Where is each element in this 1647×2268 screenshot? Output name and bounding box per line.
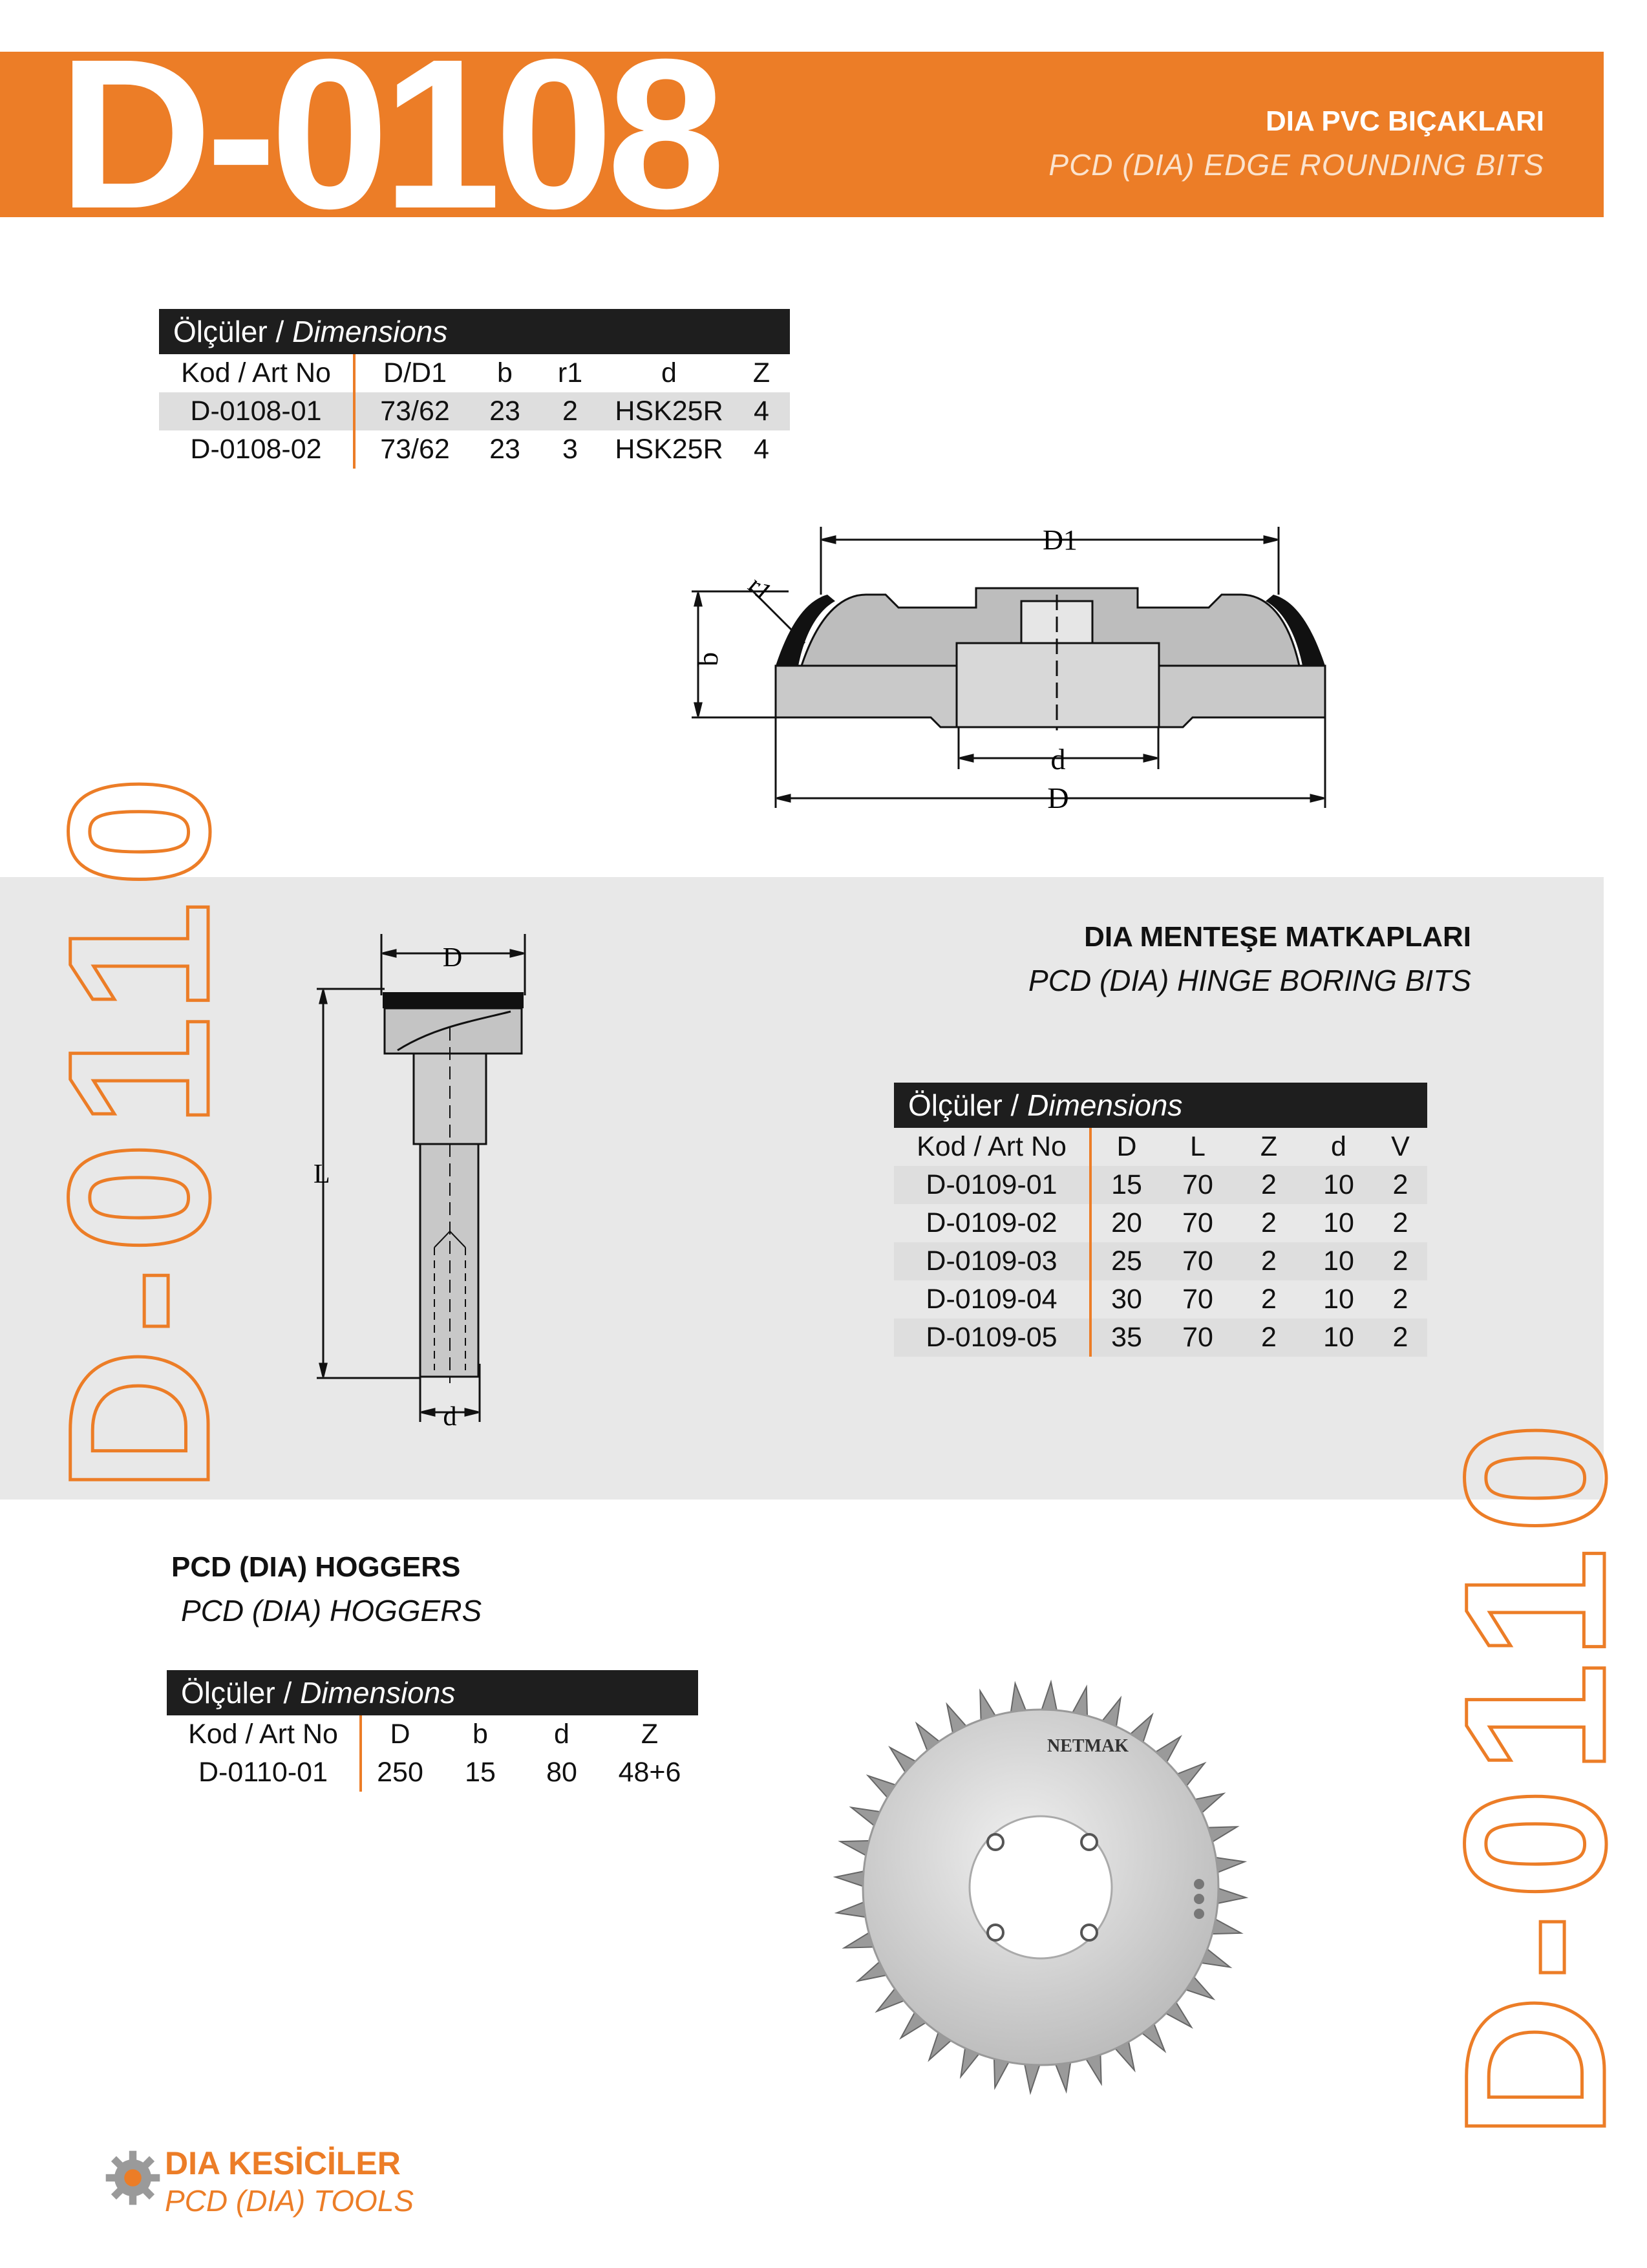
footer-title-en: PCD (DIA) TOOLS (165, 2184, 414, 2218)
table-row: D-0109-02 20 70 2 10 2 (894, 1204, 1427, 1242)
label-D: D (1047, 781, 1069, 814)
product-code: D-0108 (58, 14, 719, 253)
label-d: d (443, 1402, 457, 1432)
table-row: D-0109-03 25 70 2 10 2 (894, 1242, 1427, 1280)
side-code-left: D-0110 (27, 761, 251, 1493)
dimensions-table-1 (159, 309, 790, 469)
table-row: D-0109-05 35 70 2 10 2 (894, 1319, 1427, 1357)
table-row: D-0108-02 73/62 23 3 HSK25R 4 (159, 430, 790, 469)
label-D: D (442, 943, 463, 973)
hinge-boring-bit-drawing (297, 931, 543, 1448)
hogger-saw-blade-image (834, 1674, 1248, 2101)
table-title: Ölçüler / Dimensions (159, 309, 790, 354)
label-b: b (692, 652, 724, 666)
table-row: D-0109-04 30 70 2 10 2 (894, 1280, 1427, 1319)
section2-title-en: PCD (DIA) HINGE BORING BITS (1028, 964, 1471, 997)
section3-title-en: PCD (DIA) HOGGERS (181, 1594, 482, 1627)
table-row: D-0109-01 15 70 2 10 2 (894, 1166, 1427, 1204)
table-header-row: Kod / Art No D b d Z (167, 1715, 698, 1754)
table-header-row: Kod / Art No D/D1 b r1 d Z (159, 354, 790, 392)
gear-icon (102, 2147, 164, 2209)
footer-title-tr: DIA KESİCİLER (165, 2145, 401, 2181)
dimensions-table-3 (167, 1670, 698, 1792)
table-row: D-0108-01 73/62 23 2 HSK25R 4 (159, 392, 790, 430)
label-D1: D1 (1043, 524, 1078, 556)
label-L: L (313, 1160, 330, 1189)
header-title-tr: DIA PVC BIÇAKLARI (1265, 105, 1544, 137)
saw-brand-logo: NETMAK (1047, 1736, 1129, 1756)
table-row: D-0110-01 250 15 80 48+6 (167, 1754, 698, 1792)
edge-rounding-bit-drawing (672, 504, 1383, 840)
label-r1: r1 (743, 570, 778, 607)
dimensions-table-2 (894, 1083, 1427, 1357)
side-code-right: D-0110 (1423, 1408, 1647, 2139)
label-d: d (1050, 743, 1066, 776)
section3-title-tr: PCD (DIA) HOGGERS (171, 1551, 461, 1583)
table-title: Ölçüler / Dimensions (894, 1083, 1427, 1128)
table-title: Ölçüler / Dimensions (167, 1670, 698, 1715)
header-title-en: PCD (DIA) EDGE ROUNDING BITS (1048, 148, 1544, 182)
section2-title-tr: DIA MENTEŞE MATKAPLARI (1084, 921, 1471, 953)
table-header-row: Kod / Art No D L Z d V (894, 1128, 1427, 1166)
